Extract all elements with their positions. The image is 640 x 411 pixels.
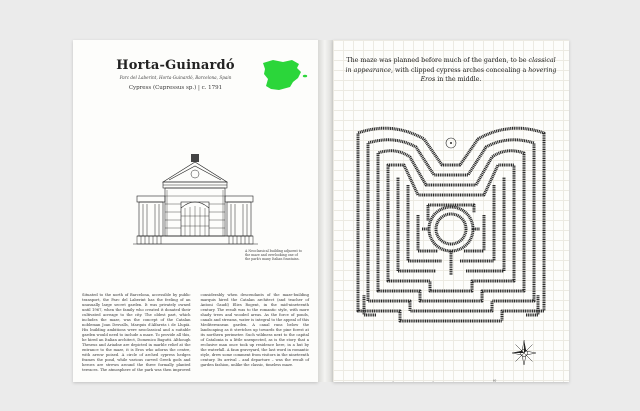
- species-line: Cypress (Cupressus sp.) | c. 1791: [128, 85, 223, 91]
- quote-text: in the middle.: [435, 76, 482, 84]
- quote-text: , with clipped cypress arches concealing a: [390, 66, 529, 74]
- page-title: Horta-Guinardó: [116, 58, 235, 73]
- illustration-caption: A Neoclassical building adjacent to the maze and overlooking one of the park's many Italian fountains.: [245, 249, 302, 261]
- quote-emphasis: classical in appearance: [345, 57, 556, 74]
- book-spine: [318, 40, 333, 382]
- scale-bar: [333, 378, 569, 386]
- location-subtitle: Parc del Laberint, Horta-Guinardó, Barcelona, Spain: [119, 75, 232, 80]
- maze-plan-drawing: [352, 125, 550, 325]
- compass-rose-icon: [511, 340, 537, 366]
- spain-map-icon: [259, 54, 309, 94]
- scale-units-label: Metres: [499, 381, 509, 386]
- body-text: Situated to the north of Barcelona, accessible by public transport, the Parc del Laberint has the feeling of an unusually large secret garden. It was privately owned until 1967, when the family who created it donated their cultivated acreage to the city. The oldest part, which includes the maze, was the concept of the Catalan nobleman Joan Desvalls, Marquis d'Alfarràs i de Llupià. His building ambitions were neoclassical and a suitable garden would need to include a maze. To provide all this, he hired an Italian architect, Domenico Bagutti. Although Theseus and Ariadne are depicted in marble relief at the entrance to the maze, it is Eros who adorns the centre, with arrow poised. A circle of arched cypress hedges frames the pond, while various carved Greek gods and heroes are strewn around the three formally planted terraces. The atmosphere of the park was then improved considerably when descendants of the maze-building marquis hired the Catalan architect (and teacher of Antoni Gaudí) Elies Rogent, in the mid-nineteenth century. The result was to the romantic style, with more shady trees and wooded areas. As the force of ponds, canals and streams, water is integral to the appeal of this Mediterranean garden. A canal runs below the landscaping as it stretches up towards the pine forest at its northern perimeter. Such wildness next to the capital of Catalonia is a little unexpected, as is the story that a reclusive man once took up residence here, in a hut by the waterfall. A faux graveyard, the last word in romantic style, drew some comment from visitors in the nineteenth century. Its arrival – and departure – was the result of garden fashion, unlike the classic, timeless maze.: [82, 293, 309, 372]
- left-page: [73, 40, 318, 382]
- pull-quote: [344, 56, 558, 85]
- right-page: [333, 40, 569, 386]
- quote-emphasis: hovering Eros: [420, 66, 557, 84]
- pavilion-illustration: [133, 152, 258, 252]
- compass-north-label: N: [522, 340, 526, 342]
- quote-text: The maze was planned before much of the garden, to be: [346, 57, 529, 64]
- scale-max-label: 60: [493, 379, 497, 383]
